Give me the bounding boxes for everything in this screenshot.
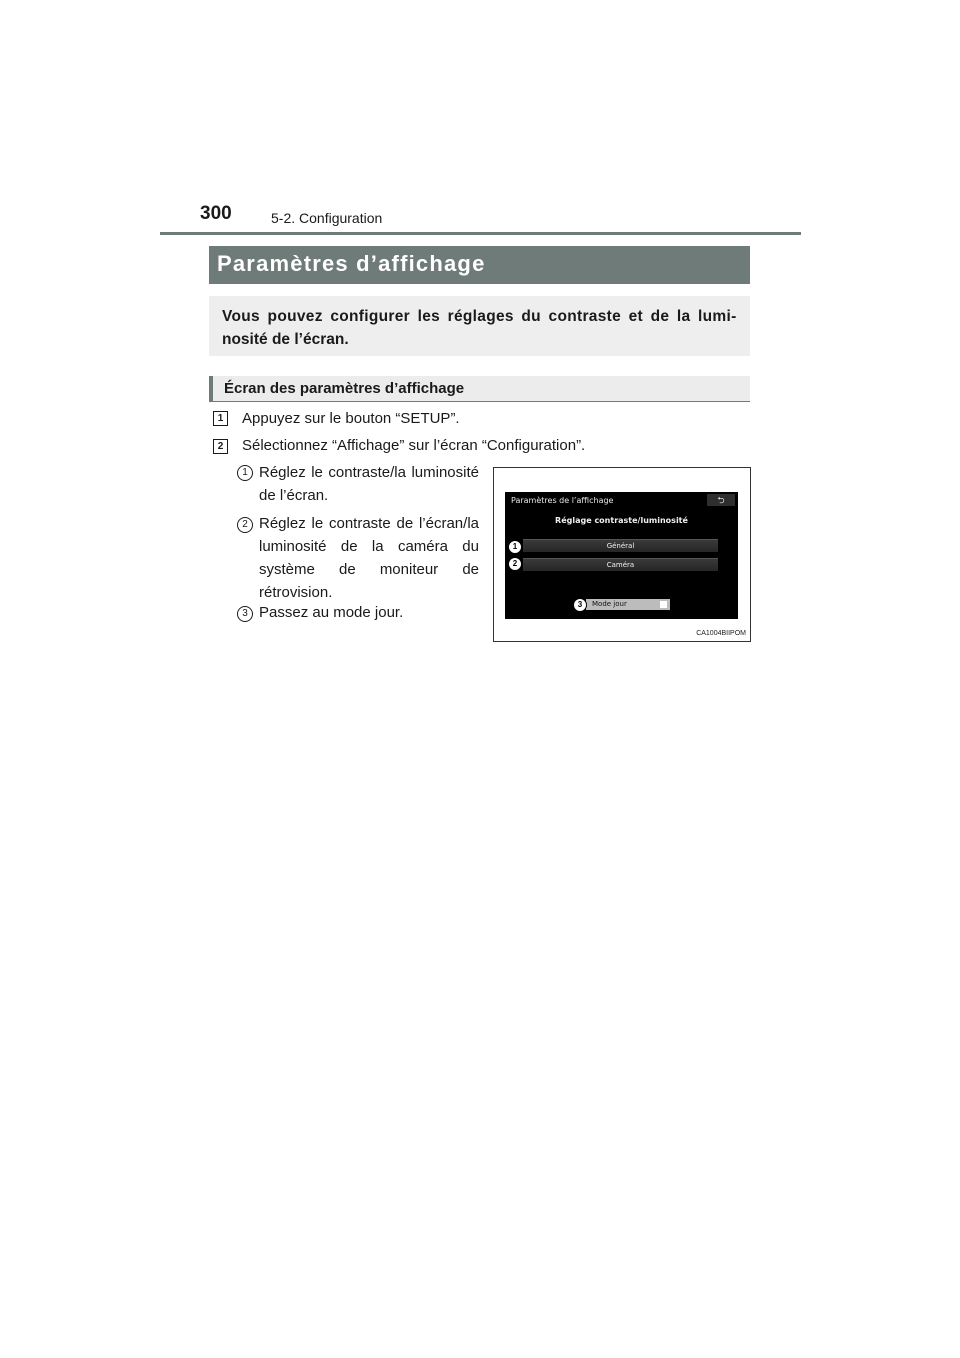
callout-1: 1	[508, 540, 522, 554]
day-mode-label: Mode jour	[592, 600, 627, 608]
general-button[interactable]: Général	[523, 539, 718, 552]
callout-2: 2	[508, 557, 522, 571]
day-mode-button[interactable]	[586, 599, 670, 610]
back-button[interactable]	[707, 494, 735, 506]
subheading-accent	[209, 376, 213, 401]
subheading-text: Écran des paramètres d’affichage	[224, 380, 465, 397]
step-2-text: Sélectionnez “Affichage” sur l’écran “Configuration”.	[242, 437, 586, 454]
step-2-number: 2	[213, 439, 228, 454]
back-arrow-icon: ⮌	[717, 495, 725, 505]
item-2-text: Réglez le contraste de l’écran/la luminosité de la caméra du système de moniteur de rétrovision.	[259, 515, 479, 601]
intro-line-2: nosité de l’écran.	[222, 331, 349, 348]
item-1-number: 1	[237, 465, 253, 481]
page-title: Paramètres d’affichage	[217, 251, 486, 276]
item-2-number: 2	[237, 517, 253, 533]
header-rule	[160, 232, 801, 235]
step-1-number: 1	[213, 411, 228, 426]
screenshot-figure	[493, 467, 751, 642]
subheading-bar	[209, 376, 750, 402]
item-3-number: 3	[237, 606, 253, 622]
day-mode-indicator	[660, 601, 667, 608]
screen-subtitle: Réglage contraste/luminosité	[555, 516, 688, 525]
screen-title: Paramètres de l’affichage	[511, 496, 614, 505]
item-3-text: Passez au mode jour.	[259, 604, 404, 621]
item-1-text: Réglez le contraste/la luminosité de l’écran.	[259, 464, 479, 504]
callout-3: 3	[573, 598, 587, 612]
figure-code: CA1004BIIPOM	[696, 630, 746, 637]
intro-line-1: Vous pouvez configurer les réglages du contraste et de la lumi-	[222, 308, 737, 325]
section-reference: 5-2. Configuration	[271, 210, 383, 226]
camera-button[interactable]: Caméra	[523, 558, 718, 571]
page-number: 300	[200, 203, 232, 224]
title-bar	[209, 246, 750, 284]
step-1-text: Appuyez sur le bouton “SETUP”.	[242, 410, 460, 427]
device-screen	[505, 492, 738, 619]
intro-box	[209, 296, 750, 356]
